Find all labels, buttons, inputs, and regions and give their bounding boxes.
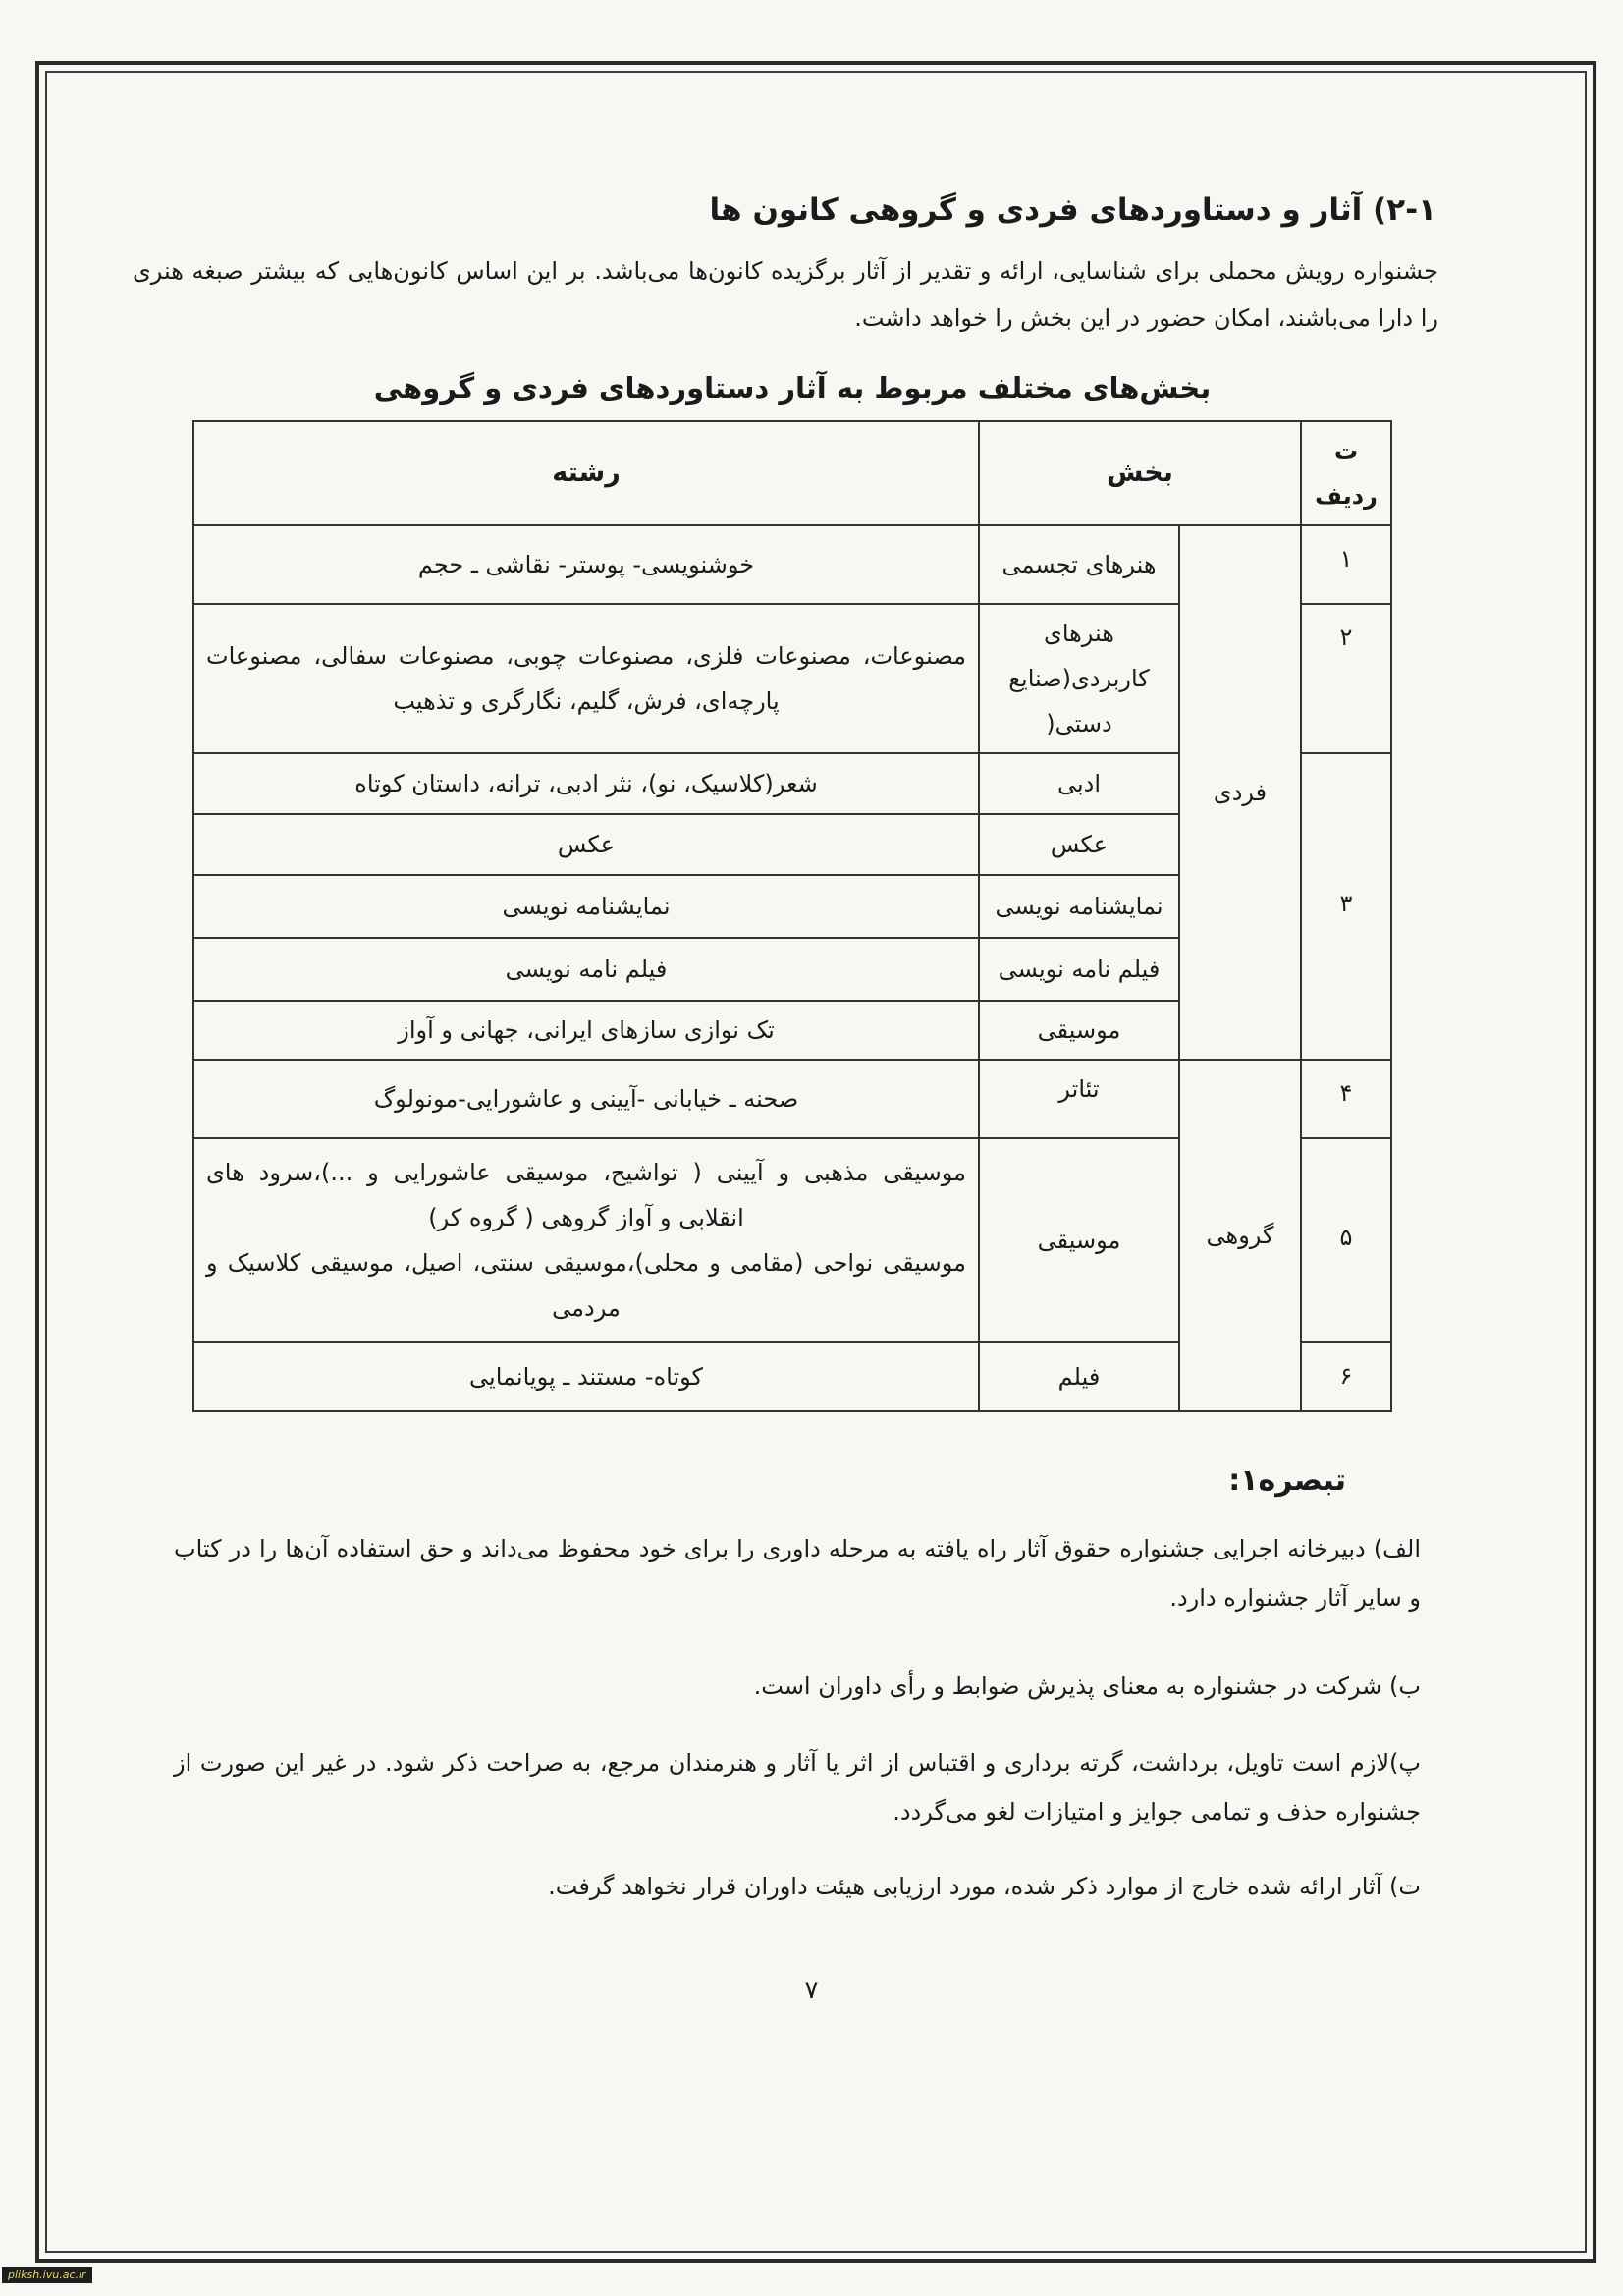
table-row	[193, 1060, 1391, 1138]
note-item-te: ت) آثار ارائه شده خارج از موارد ذکر شده، مورد ارزیابی هیئت داوران قرار نخواهد گرفت.	[548, 1873, 1421, 1900]
row-field: مصنوعات، مصنوعات فلزی، مصنوعات چوبی، مصنوعات سفالی، مصنوعات پارچه‌ای، فرش، گلیم، نگارگری و تذهیب	[193, 604, 979, 753]
note-item-be: ب) شرکت در جشنواره به معنای پذیرش ضوابط و رأی داوران است.	[753, 1672, 1421, 1700]
row-field: کوتاه- مستند ـ پویانمایی	[193, 1342, 979, 1411]
intro-paragraph: جشنواره رویش محملی برای شناسایی، ارائه و تقدیر از آثار برگزیده کانون‌ها می‌باشد. بر این اساس کانون‌هایی که بیشتر صبغه هنری را دارا می‌باشند، امکان حضور در این بخش را خواهد داشت.	[133, 257, 1438, 332]
header-field: رشته	[193, 421, 979, 525]
row-field-line-1: موسیقی مذهبی و آیینی ( تواشیح، موسیقی عاشورایی و ...)،سرود های انقلابی و آواز گروهی ( گروه کر)	[206, 1159, 966, 1231]
group-team: گروهی	[1179, 1060, 1301, 1411]
table-header-row	[193, 421, 1391, 525]
row-section: هنرهای کاربردی(صنایع دستی(	[979, 604, 1179, 753]
row-section: عکس	[979, 814, 1179, 875]
row-field: فیلم نامه نویسی	[193, 938, 979, 1001]
note-item-pe: پ)لازم است تاویل، برداشت، گرته برداری و اقتباس از اثر یا آثار و هنرمندان مرجع، به صراحت ذکر شود. در غیر این صورت از جشنواره حذف و تمامی جوایز و امتیازات لغو می‌گردد.	[174, 1749, 1421, 1826]
note-title: تبصره۱:	[1228, 1463, 1346, 1498]
row-field: خوشنویسی- پوستر- نقاشی ـ حجم	[193, 525, 979, 604]
table-row	[193, 525, 1391, 604]
row-field: نمایشنامه نویسی	[193, 875, 979, 938]
row-section: نمایشنامه نویسی	[979, 875, 1179, 938]
row-number: ۳	[1301, 753, 1391, 1060]
row-section: فیلم نامه نویسی	[979, 938, 1179, 1001]
header-row-number: ت ردیف	[1301, 421, 1391, 525]
row-field: عکس	[193, 814, 979, 875]
row-section: ادبی	[979, 753, 1179, 814]
row-section: موسیقی	[979, 1001, 1179, 1060]
row-field	[193, 1138, 979, 1342]
watermark: pliksh.ivu.ac.ir	[2, 2267, 92, 2283]
note-item-alef: الف) دبیرخانه اجرایی جشنواره حقوق آثار راه یافته به مرحله داوری را برای خود محفوظ می‌داند و حق استفاده آن‌ها را در کتاب و سایر آثار جشنواره دارد.	[174, 1535, 1421, 1612]
row-section: موسیقی	[979, 1138, 1179, 1342]
sections-table	[192, 420, 1392, 1412]
section-heading: ۲-۱) آثار و دستاوردهای فردی و گروهی کانون ها	[709, 192, 1436, 228]
row-number: ۶	[1301, 1342, 1391, 1411]
table-title: بخش‌های مختلف مربوط به آثار دستاوردهای فردی و گروهی	[373, 371, 1212, 405]
row-field: صحنه ـ خیابانی -آیینی و عاشورایی-مونولوگ	[193, 1060, 979, 1138]
row-section: فیلم	[979, 1342, 1179, 1411]
row-number: ۵	[1301, 1138, 1391, 1342]
group-individual: فردی	[1179, 525, 1301, 1060]
row-field: شعر(کلاسیک، نو)، نثر ادبی، ترانه، داستان کوتاه	[193, 753, 979, 814]
header-section: بخش	[979, 421, 1301, 525]
row-field: تک نوازی سازهای ایرانی، جهانی و آواز	[193, 1001, 979, 1060]
row-number: ۱	[1301, 525, 1391, 604]
row-number: ۴	[1301, 1060, 1391, 1138]
page-number: ۷	[804, 1976, 819, 2005]
row-section: هنرهای تجسمی	[979, 525, 1179, 604]
row-field-line-2: موسیقی نواحی (مقامی و محلی)،موسیقی سنتی، اصیل، موسیقی کلاسیک و مردمی	[206, 1249, 966, 1322]
row-section: تئاتر	[979, 1060, 1179, 1138]
row-number: ۲	[1301, 604, 1391, 753]
